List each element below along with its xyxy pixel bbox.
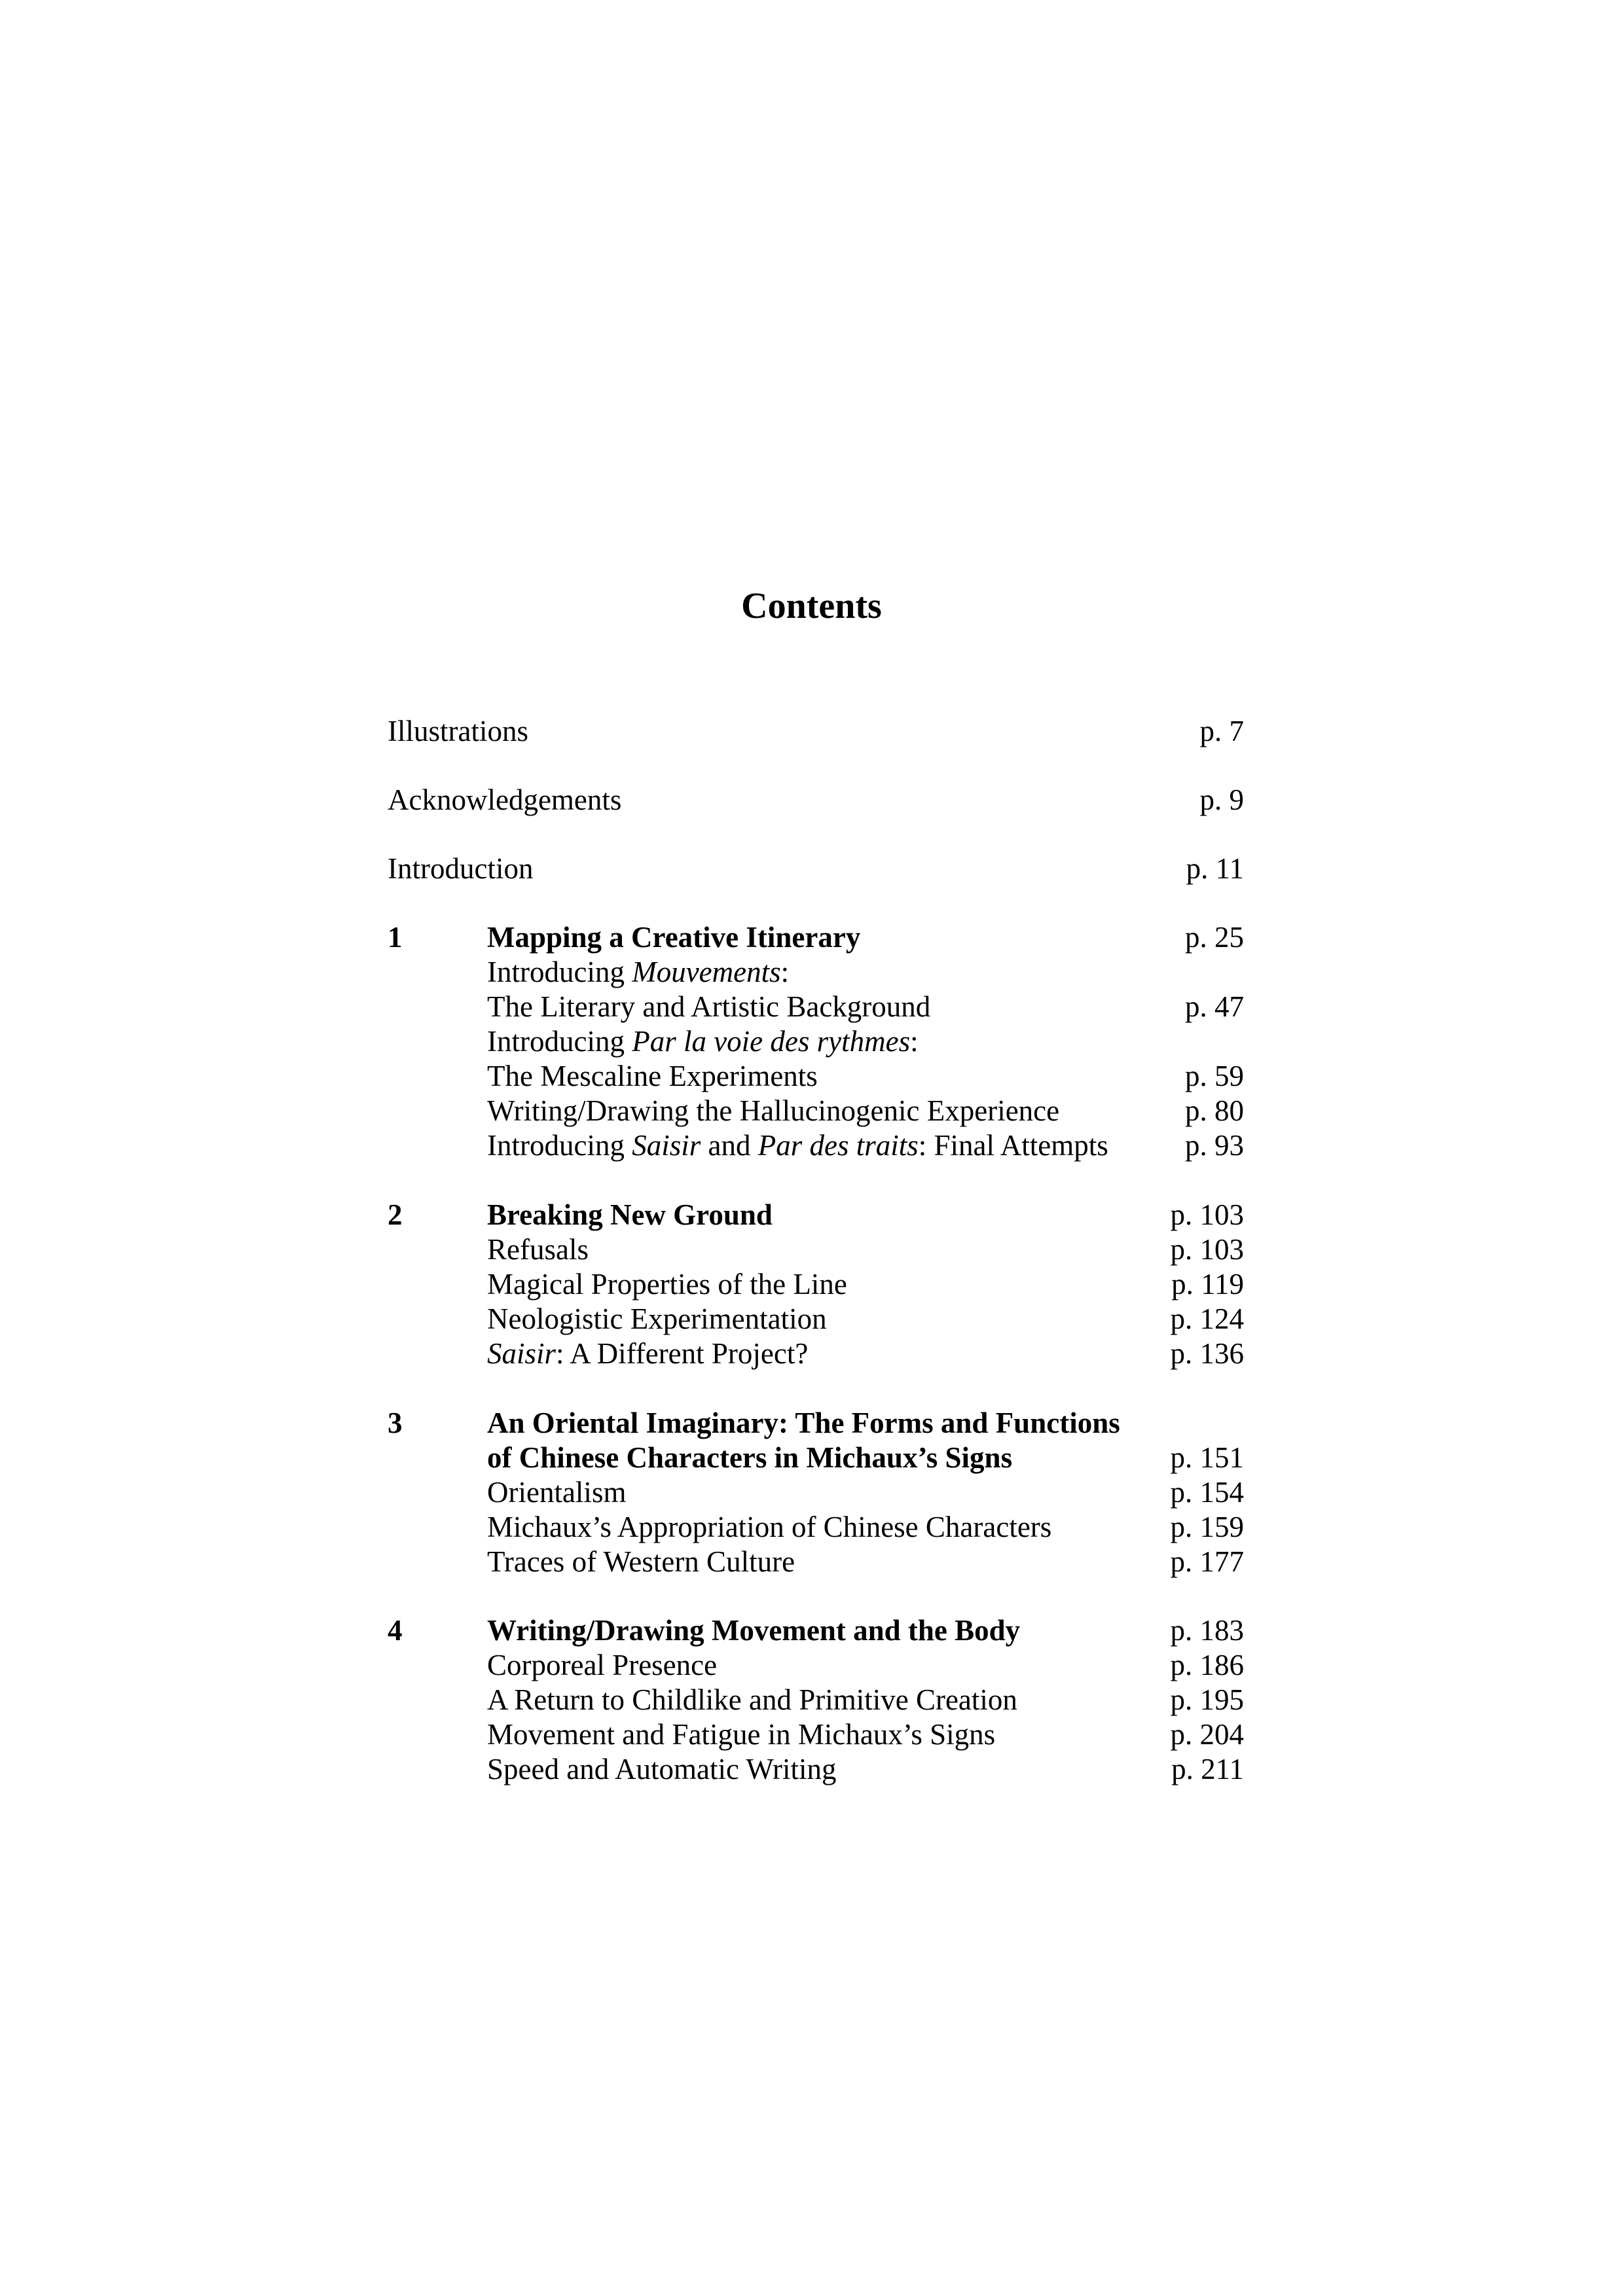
toc-section[interactable]: The Mescaline Experiments [487,1060,818,1092]
section-page: p. 119 [1171,1268,1244,1300]
toc-section[interactable]: Writing/Drawing the Hallucinogenic Experience [487,1094,1060,1127]
section-page: p. 59 [1185,1060,1244,1092]
section-text: Introducing [487,1129,632,1162]
section-page: p. 211 [1171,1753,1244,1785]
toc-entry-acknowledgements[interactable]: Acknowledgements [388,783,622,816]
toc-entry-introduction[interactable]: Introduction [388,852,534,885]
section-page: p. 80 [1185,1094,1244,1127]
section-text: : Final Attempts [918,1129,1108,1162]
toc-section[interactable]: Michaux’s Appropriation of Chinese Characters [487,1511,1052,1543]
section-page: p. 195 [1170,1683,1244,1716]
chapter-page: p. 183 [1170,1614,1244,1647]
toc-section[interactable]: Orientalism [487,1476,627,1509]
toc-page-illustrations: p. 7 [1199,715,1244,747]
section-page: p. 124 [1170,1302,1244,1335]
section-text: : A Different Project? [556,1337,809,1370]
section-page: p. 154 [1170,1476,1244,1509]
chapter-number: 1 [388,921,403,954]
chapter-number: 3 [388,1407,403,1439]
section-page: p. 159 [1170,1511,1244,1543]
toc-section[interactable]: A Return to Childlike and Primitive Creation [487,1683,1017,1716]
section-italic-title: Par des traits [757,1129,919,1162]
toc-section[interactable] [487,1027,919,1056]
toc-section[interactable]: Corporeal Presence [487,1649,718,1681]
toc-page-acknowledgements: p. 9 [1199,783,1244,816]
chapter-page: p. 103 [1170,1198,1244,1231]
chapter-page: p. 151 [1170,1441,1244,1474]
section-text: : [780,956,790,988]
section-page: p. 103 [1170,1233,1244,1266]
toc-entry-illustrations[interactable]: Illustrations [388,715,528,747]
section-text: : [910,1025,919,1058]
chapter-title[interactable]: An Oriental Imaginary: The Forms and Functions [487,1407,1120,1439]
toc-section[interactable] [487,958,789,987]
chapter-page: p. 25 [1185,921,1244,954]
section-page: p. 93 [1185,1129,1244,1162]
section-page: p. 47 [1185,990,1244,1023]
section-page: p. 177 [1170,1545,1244,1578]
chapter-title[interactable]: Mapping a Creative Itinerary [487,921,861,954]
toc-section[interactable] [487,1131,1108,1160]
section-page: p. 136 [1170,1337,1244,1370]
chapter-number: 2 [388,1198,403,1231]
section-page: p. 186 [1170,1649,1244,1681]
toc-section[interactable]: Magical Properties of the Line [487,1268,847,1300]
toc-section[interactable]: Movement and Fatigue in Michaux’s Signs [487,1718,996,1751]
section-italic-title: Par la voie des rythmes [632,1025,911,1058]
section-italic-title: Saisir [632,1129,701,1162]
chapter-title-continued[interactable]: of Chinese Characters in Michaux’s Signs [487,1441,1013,1474]
toc-page-introduction: p. 11 [1186,852,1244,885]
chapter-title[interactable]: Breaking New Ground [487,1198,773,1231]
section-italic-title: Saisir [487,1337,556,1370]
section-text: Introducing [487,1025,632,1058]
toc-section[interactable]: Refusals [487,1233,589,1266]
chapter-number: 4 [388,1614,403,1647]
section-text: and [701,1129,758,1162]
section-page: p. 204 [1170,1718,1244,1751]
toc-section[interactable]: Speed and Automatic Writing [487,1753,837,1785]
section-text: Introducing [487,956,632,988]
toc-section[interactable]: Neologistic Experimentation [487,1302,827,1335]
toc-section[interactable]: Traces of Western Culture [487,1545,795,1578]
toc-section[interactable] [487,1339,808,1369]
section-italic-title: Mouvements [632,956,781,988]
chapter-title[interactable]: Writing/Drawing Movement and the Body [487,1614,1021,1647]
toc-section[interactable]: The Literary and Artistic Background [487,990,931,1023]
page-title: Contents [741,586,882,626]
